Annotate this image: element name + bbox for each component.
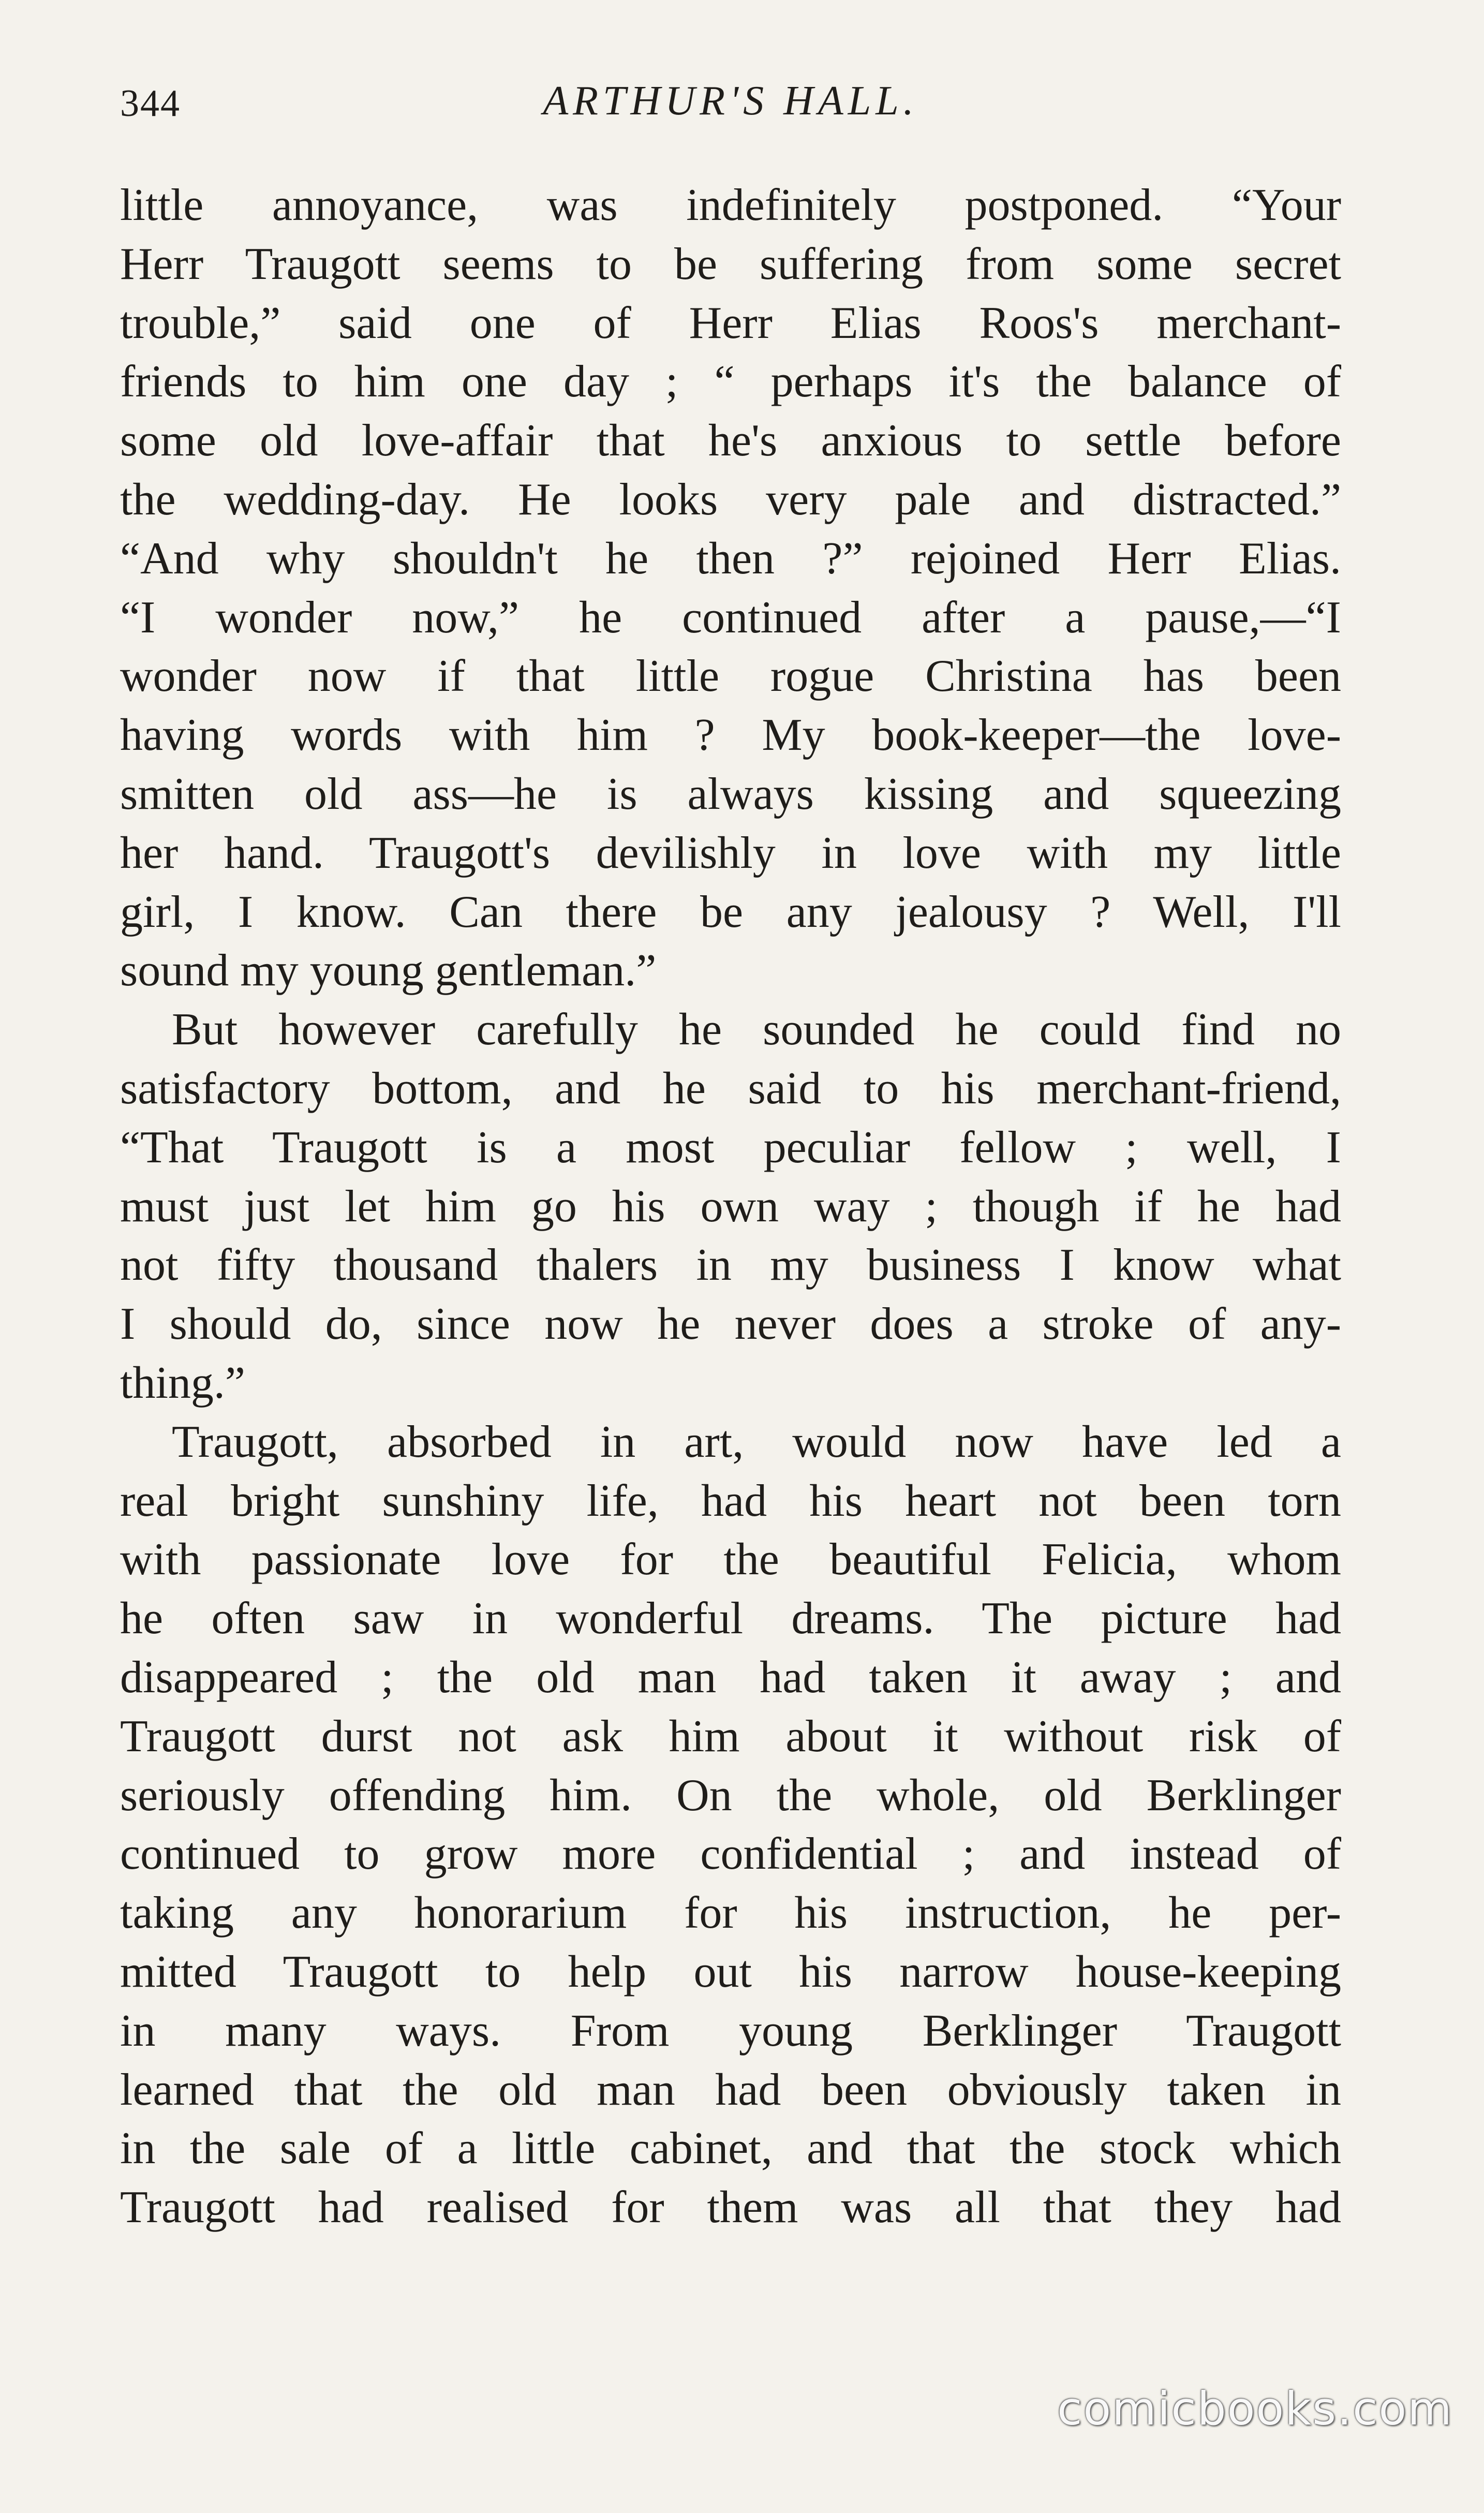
text-line: the wedding-day. He looks very pale and distracted.” — [120, 474, 1341, 525]
text-line: I should do, since now he never does a stroke of any- — [120, 1299, 1341, 1350]
page-header — [120, 78, 1341, 140]
text-line: having words with him ? My book-keeper—the love- — [120, 710, 1341, 761]
text-line: But however carefully he sounded he could find no — [172, 1004, 1341, 1055]
text-line: trouble,” said one of Herr Elias Roos's merchant- — [120, 298, 1341, 348]
text-line: her hand. Traugott's devilishly in love with my little — [120, 827, 1341, 878]
text-line: taking any honorarium for his instruction, he per- — [120, 1888, 1341, 1939]
text-line: he often saw in wonderful dreams. The picture had — [120, 1593, 1341, 1644]
text-line: learned that the old man had been obviously taken in — [120, 2064, 1341, 2115]
text-line: continued to grow more confidential ; and instead of — [120, 1829, 1341, 1880]
text-line: real bright sunshiny life, had his heart not been torn — [120, 1475, 1341, 1526]
text-line: sound my young gentleman.” — [120, 945, 657, 996]
text-line: seriously offending him. On the whole, old Berklinger — [120, 1770, 1341, 1821]
text-line: Traugott had realised for them was all that they had — [120, 2182, 1341, 2233]
text-line: thing.” — [120, 1357, 245, 1408]
text-line: wonder now if that little rogue Christina has been — [120, 651, 1341, 702]
text-line: not fifty thousand thalers in my business I know what — [120, 1240, 1341, 1291]
body-text — [120, 176, 1341, 2237]
page-number: 344 — [120, 82, 181, 125]
text-line: with passionate love for the beautiful Felicia, whom — [120, 1534, 1341, 1585]
watermark: comicbooks.com — [1057, 2382, 1453, 2435]
text-line: must just let him go his own way ; though if he had — [120, 1181, 1341, 1232]
text-line: smitten old ass—he is always kissing and squeezing — [120, 768, 1341, 819]
text-line: “That Traugott is a most peculiar fellow ; well, I — [120, 1122, 1341, 1173]
text-line: Traugott, absorbed in art, would now have led a — [172, 1416, 1341, 1467]
text-line: some old love-affair that he's anxious to settle before — [120, 416, 1341, 466]
text-line: little annoyance, was indefinitely postponed. “Your — [120, 180, 1341, 230]
text-line: “I wonder now,” he continued after a pause,—“I — [120, 592, 1341, 643]
text-line: in many ways. From young Berklinger Traugott — [120, 2005, 1341, 2056]
text-line: satisfactory bottom, and he said to his merchant-friend, — [120, 1063, 1341, 1114]
text-line: Herr Traugott seems to be suffering from some secret — [120, 239, 1341, 289]
text-line: mitted Traugott to help out his narrow house-keeping — [120, 1946, 1341, 1997]
text-line: friends to him one day ; “ perhaps it's the balance of — [120, 357, 1341, 407]
text-line: girl, I know. Can there be any jealousy ? Well, I'll — [120, 886, 1341, 937]
text-line: in the sale of a little cabinet, and that the stock which — [120, 2123, 1341, 2174]
text-line: Traugott durst not ask him about it without risk of — [120, 1711, 1341, 1762]
text-line: disappeared ; the old man had taken it away ; and — [120, 1652, 1341, 1703]
text-line: “And why shouldn't he then ?” rejoined Herr Elias. — [120, 533, 1341, 584]
running-title: ARTHUR'S HALL. — [543, 78, 918, 124]
